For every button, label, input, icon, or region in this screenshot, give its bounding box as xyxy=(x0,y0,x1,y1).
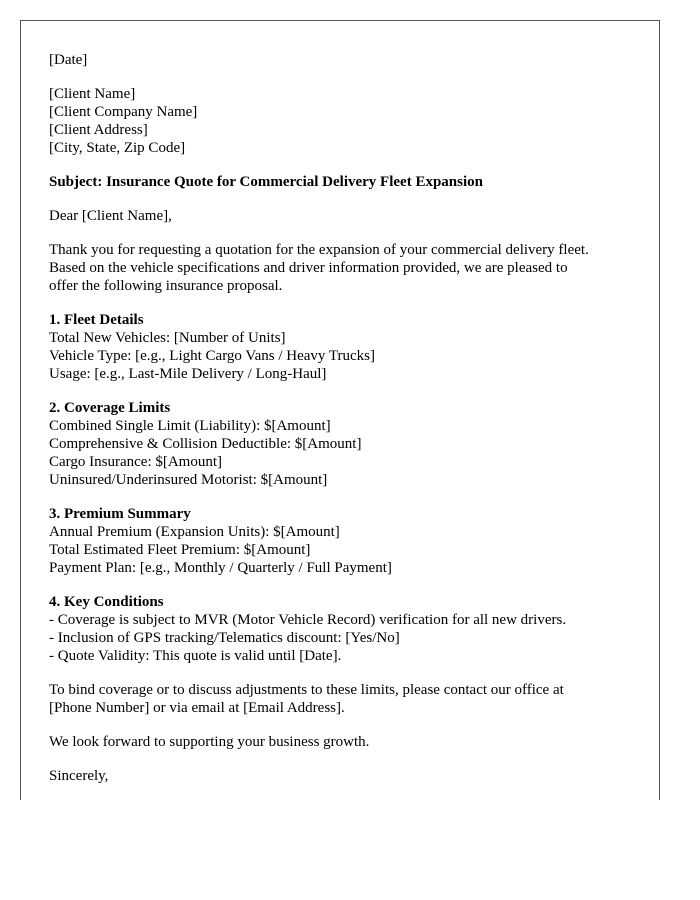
section-line: Total New Vehicles: [Number of Units] xyxy=(49,330,286,346)
section-premium-summary xyxy=(49,505,649,577)
letter-content xyxy=(49,51,649,801)
intro-line: Based on the vehicle specifications and driver information provided, we are pleased to xyxy=(49,260,568,276)
contact-paragraph xyxy=(49,681,649,717)
letter-date: [Date] xyxy=(49,52,88,68)
section-line: Payment Plan: [e.g., Monthly / Quarterly / Full Payment] xyxy=(49,560,392,576)
recipient-company: [Client Company Name] xyxy=(49,104,198,120)
section-line: Comprehensive & Collision Deductible: $[Amount] xyxy=(49,436,362,452)
subject-block xyxy=(49,173,649,191)
section-line: Uninsured/Underinsured Motorist: $[Amount] xyxy=(49,472,328,488)
contact-line: [Phone Number] or via email at [Email Address]. xyxy=(49,700,345,716)
salutation: Dear [Client Name], xyxy=(49,208,172,224)
section-line: Total Estimated Fleet Premium: $[Amount] xyxy=(49,542,311,558)
section-line: - Inclusion of GPS tracking/Telematics discount: [Yes/No] xyxy=(49,630,400,646)
intro-line: Thank you for requesting a quotation for the expansion of your commercial delivery fleet. xyxy=(49,242,589,258)
section-line: Annual Premium (Expansion Units): $[Amount] xyxy=(49,524,340,540)
section-line: Usage: [e.g., Last-Mile Delivery / Long-Haul] xyxy=(49,366,327,382)
intro-line: offer the following insurance proposal. xyxy=(49,278,283,294)
intro-paragraph xyxy=(49,241,649,295)
closing-paragraph xyxy=(49,733,649,751)
signoff: Sincerely, xyxy=(49,768,109,784)
section-heading: 3. Premium Summary xyxy=(49,506,191,522)
section-heading: 2. Coverage Limits xyxy=(49,400,171,416)
section-line: Combined Single Limit (Liability): $[Amount] xyxy=(49,418,331,434)
contact-line: To bind coverage or to discuss adjustments to these limits, please contact our office at xyxy=(49,682,564,698)
section-heading: 4. Key Conditions xyxy=(49,594,164,610)
date-block xyxy=(49,51,649,69)
recipient-name: [Client Name] xyxy=(49,86,136,102)
letter-page xyxy=(20,20,660,800)
recipient-address xyxy=(49,85,649,157)
section-line: Vehicle Type: [e.g., Light Cargo Vans / Heavy Trucks] xyxy=(49,348,375,364)
section-line: Cargo Insurance: $[Amount] xyxy=(49,454,223,470)
section-key-conditions xyxy=(49,593,649,665)
recipient-street: [Client Address] xyxy=(49,122,148,138)
salutation-block xyxy=(49,207,649,225)
section-heading: 1. Fleet Details xyxy=(49,312,144,328)
section-fleet-details xyxy=(49,311,649,383)
section-coverage-limits xyxy=(49,399,649,489)
section-line: - Quote Validity: This quote is valid until [Date]. xyxy=(49,648,342,664)
section-line: - Coverage is subject to MVR (Motor Vehicle Record) verification for all new drivers. xyxy=(49,612,567,628)
closing-line: We look forward to supporting your business growth. xyxy=(49,734,370,750)
subject-line: Subject: Insurance Quote for Commercial Delivery Fleet Expansion xyxy=(49,174,483,190)
recipient-city: [City, State, Zip Code] xyxy=(49,140,186,156)
signoff-block xyxy=(49,767,649,785)
